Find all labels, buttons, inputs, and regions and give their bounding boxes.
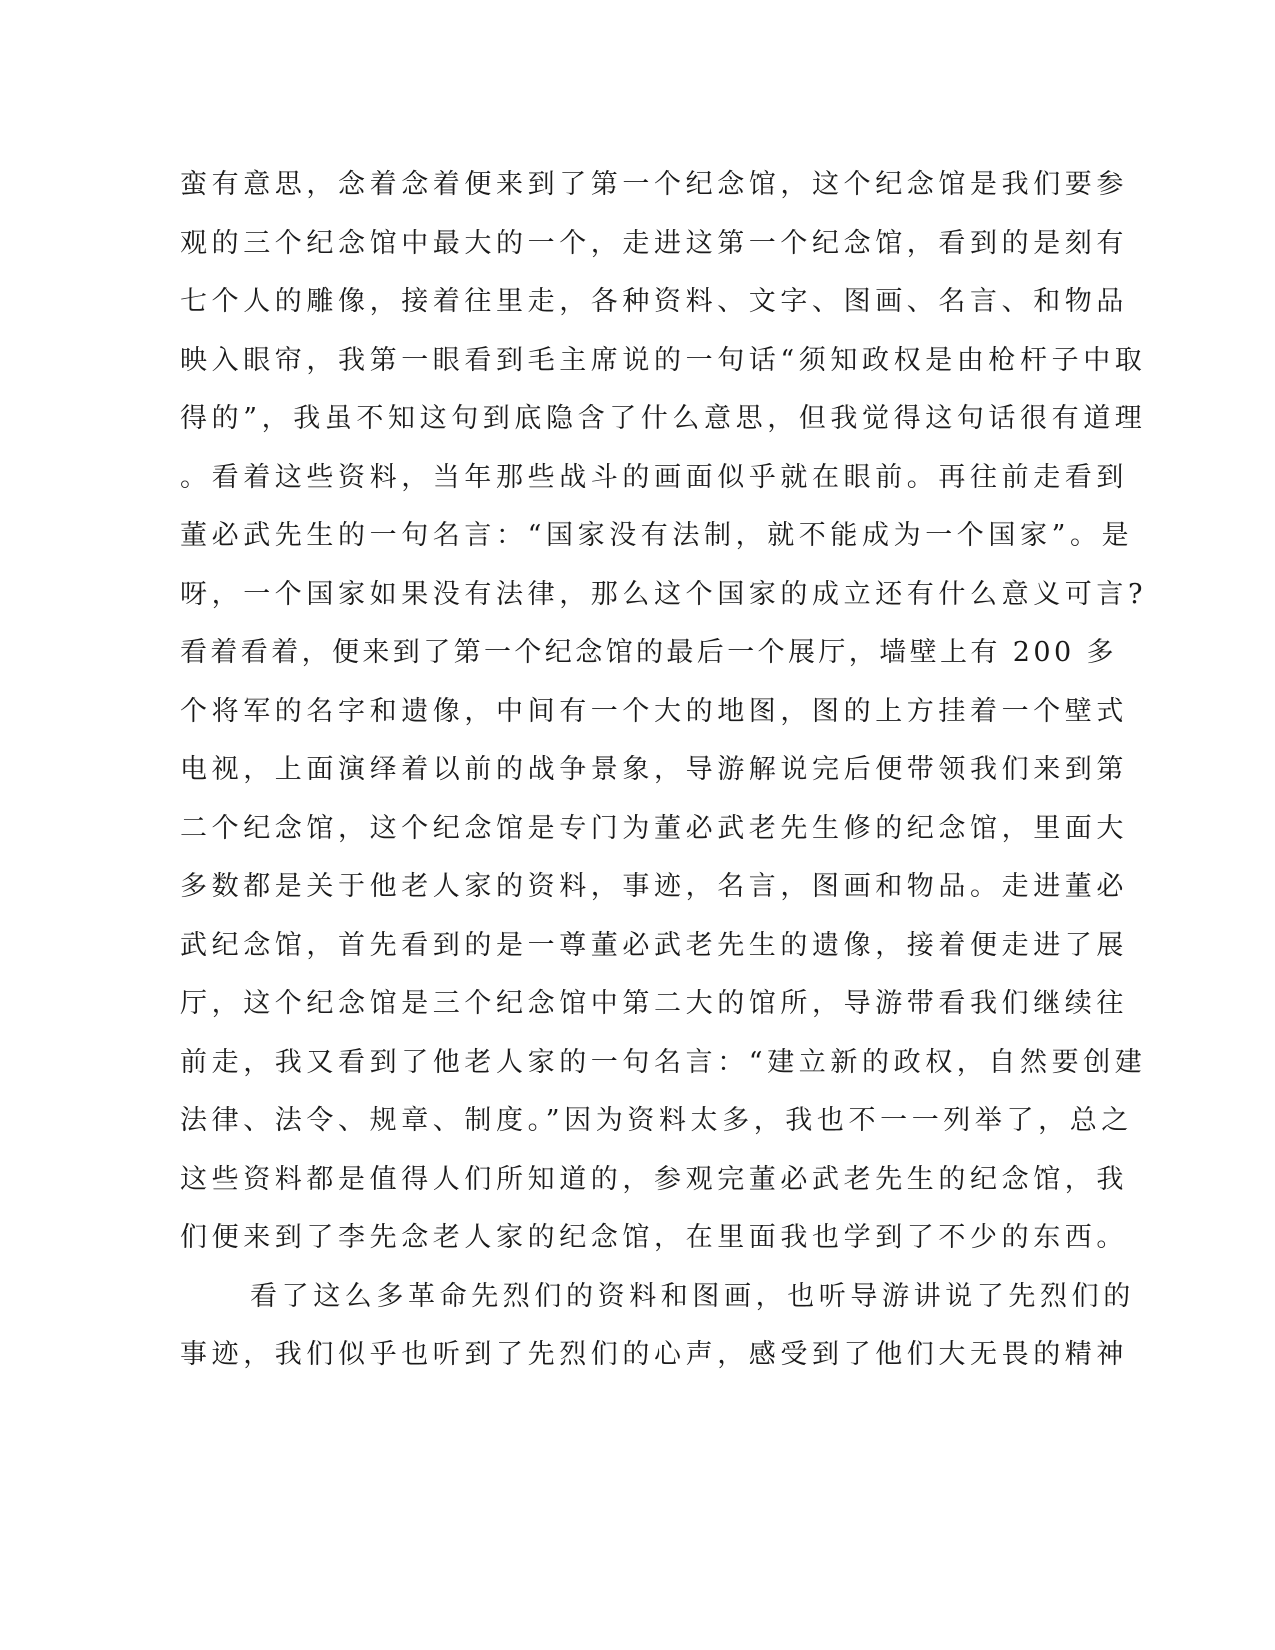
text-line: 看着看着，便来到了第一个纪念馆的最后一个展厅，墙壁上有 200 多	[180, 637, 1117, 668]
text-line: 个将军的名字和遗像，中间有一个大的地图，图的上方挂着一个壁式	[180, 695, 1128, 727]
text-line: 蛮有意思，念着念着便来到了第一个纪念馆，这个纪念馆是我们要参	[180, 169, 1128, 200]
text-line: 董必武先生的一句名言：“国家没有法制，就不能成为一个国家”。是	[180, 520, 1134, 551]
text-line: 厅，这个纪念馆是三个纪念馆中第二大的馆所，导游带看我们继续往	[180, 988, 1128, 1019]
text-line: 武纪念馆，首先看到的是一尊董必武老先生的遗像，接着便走进了展	[180, 929, 1128, 961]
text-line: 们便来到了李先念老人家的纪念馆，在里面我也学到了不少的东西。	[180, 1222, 1128, 1253]
text-line: 电视，上面演绎着以前的战争景象，导游解说完后便带领我们来到第	[180, 754, 1128, 785]
text-line: 七个人的雕像，接着往里走，各种资料、文字、图画、名言、和物品	[180, 286, 1128, 317]
text-line: 这些资料都是值得人们所知道的，参观完董必武老先生的纪念馆，我	[180, 1163, 1128, 1195]
text-line: 。看着这些资料，当年那些战斗的画面似乎就在眼前。再往前走看到	[180, 461, 1128, 493]
paragraph-start-line: 看了这么多革命先烈们的资料和图画，也听导游讲说了先烈们的	[250, 1280, 1135, 1312]
text-line: 观的三个纪念馆中最大的一个，走进这第一个纪念馆，看到的是刻有	[180, 227, 1128, 259]
text-line: 前走，我又看到了他老人家的一句名言：“建立新的政权，自然要创建	[180, 1046, 1147, 1078]
text-line: 法律、法令、规章、制度。”因为资料太多，我也不一一列举了，总之	[180, 1105, 1133, 1136]
body-text	[180, 156, 1148, 1385]
text-line: 二个纪念馆，这个纪念馆是专门为董必武老先生修的纪念馆，里面大	[180, 812, 1128, 844]
text-line: 得的”，我虽不知这句到底隐含了什么意思，但我觉得这句话很有道理	[180, 403, 1147, 434]
text-line: 映入眼帘，我第一眼看到毛主席说的一句话“须知政权是由枪杆子中取	[180, 344, 1147, 376]
text-line: 呀，一个国家如果没有法律，那么这个国家的成立还有什么意义可言?	[180, 578, 1148, 610]
text-line: 多数都是关于他老人家的资料，事迹，名言，图画和物品。走进董必	[180, 871, 1128, 902]
text-line: 事迹，我们似乎也听到了先烈们的心声，感受到了他们大无畏的精神	[180, 1339, 1128, 1370]
